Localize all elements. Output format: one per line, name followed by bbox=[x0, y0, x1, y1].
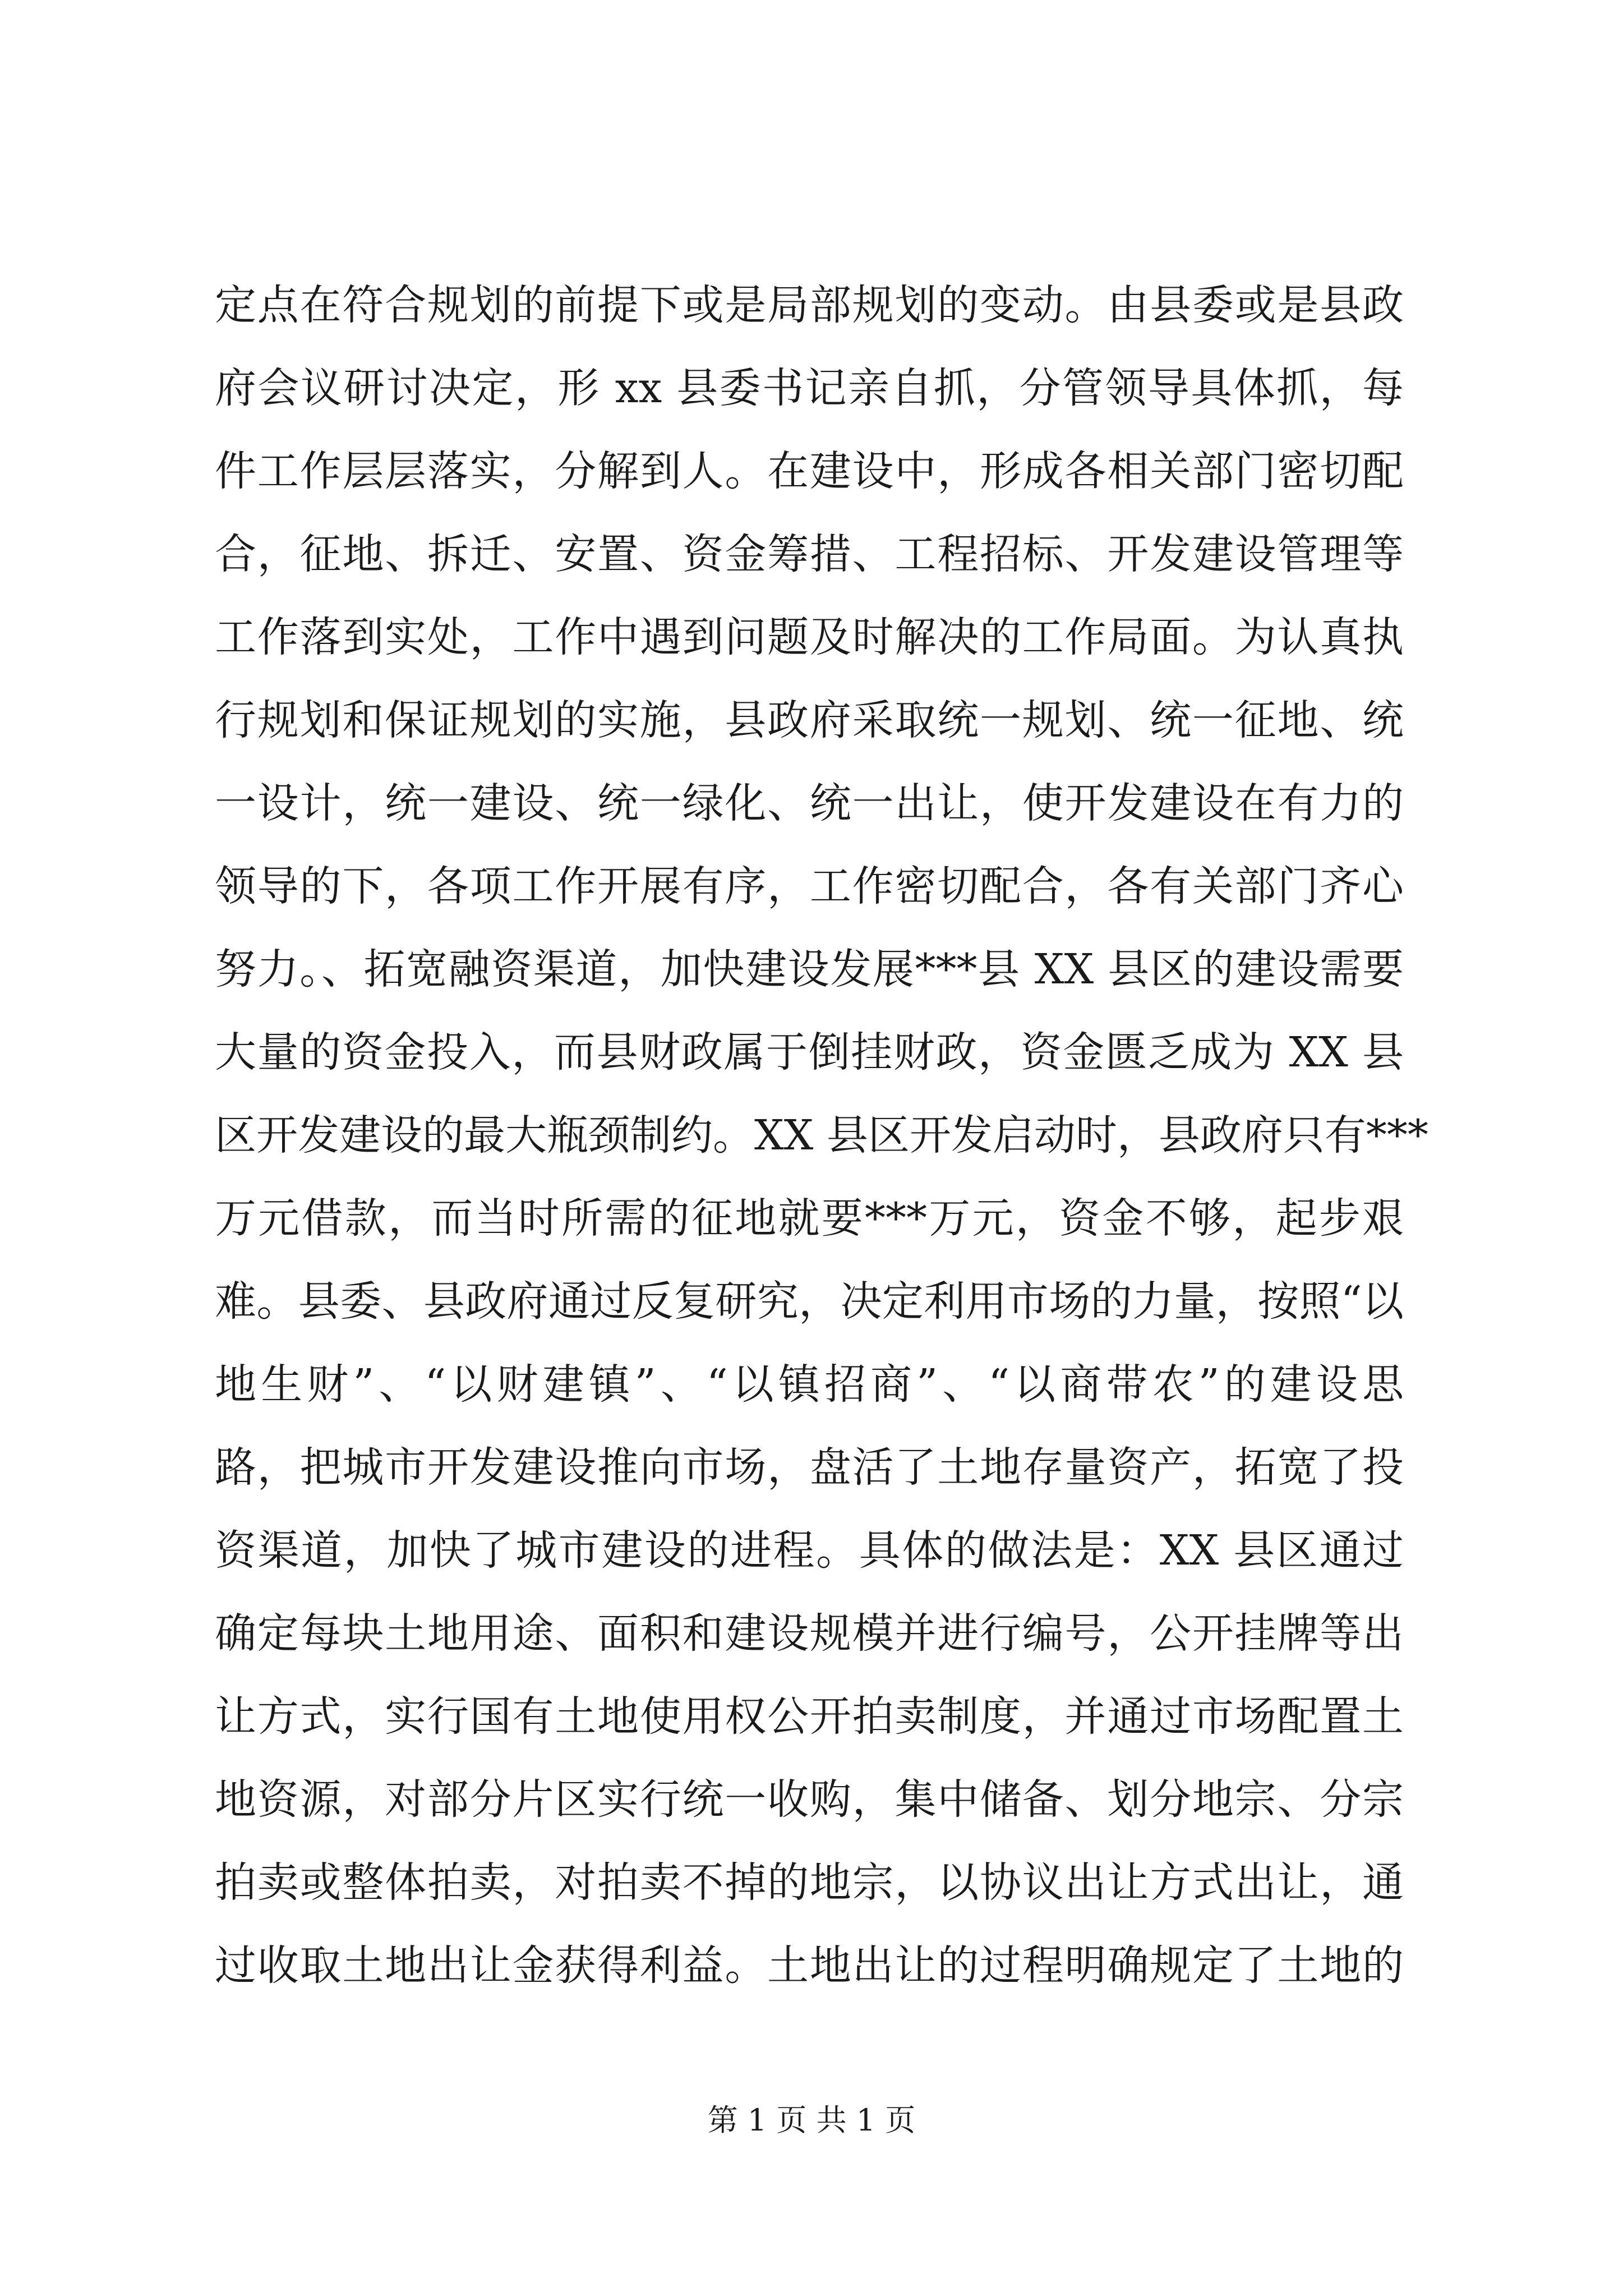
text-line: 领导的下，各项工作开展有序，工作密切配合，各有关部门齐心 bbox=[215, 862, 1404, 910]
text-line: 让方式，实行国有土地使用权公开拍卖制度，并通过市场配置土 bbox=[215, 1692, 1404, 1741]
text-line: 万元借款，而当时所需的征地就要***万元，资金不够，起步艰 bbox=[215, 1194, 1404, 1243]
text-line: 工作落到实处，工作中遇到问题及时解决的工作局面。为认真执 bbox=[215, 613, 1404, 661]
text-line: 行规划和保证规划的实施，县政府采取统一规划、统一征地、统 bbox=[215, 696, 1404, 744]
text-line: 合，征地、拆迁、安置、资金筹措、工程招标、开发建设管理等 bbox=[215, 530, 1404, 578]
text-line: 府会议研讨决定，形 xx 县委书记亲自抓，分管领导具体抓，每 bbox=[215, 364, 1404, 412]
text-line: 件工作层层落实，分解到人。在建设中，形成各相关部门密切配 bbox=[215, 447, 1404, 495]
text-line: 地生财”、“以财建镇”、“以镇招商”、“以商带农”的建设思 bbox=[215, 1360, 1404, 1409]
text-line: 过收取土地出让金获得利益。土地出让的过程明确规定了土地的 bbox=[215, 1941, 1404, 1990]
text-line: 区开发建设的最大瓶颈制约。XX 县区开发启动时，县政府只有*** bbox=[215, 1111, 1428, 1159]
text-line: 确定每块土地用途、面积和建设规模并进行编号，公开挂牌等出 bbox=[215, 1609, 1404, 1658]
page-footer: 第 1 页 共 1 页 bbox=[707, 2102, 916, 2138]
text-line: 地资源，对部分片区实行统一收购，集中储备、划分地宗、分宗 bbox=[215, 1775, 1404, 1824]
document-body bbox=[215, 264, 1428, 2007]
text-line: 资渠道，加快了城市建设的进程。具体的做法是：XX 县区通过 bbox=[215, 1526, 1404, 1575]
text-line: 大量的资金投入，而县财政属于倒挂财政，资金匮乏成为 XX 县 bbox=[215, 1028, 1404, 1076]
text-line: 定点在符合规划的前提下或是局部规划的变动。由县委或是县政 bbox=[215, 281, 1404, 329]
text-line: 路，把城市开发建设推向市场，盘活了土地存量资产，拓宽了投 bbox=[215, 1443, 1404, 1492]
text-line: 努力。、拓宽融资渠道，加快建设发展***县 XX 县区的建设需要 bbox=[215, 945, 1404, 993]
text-line: 一设计，统一建设、统一绿化、统一出让，使开发建设在有力的 bbox=[215, 779, 1404, 827]
text-line: 难。县委、县政府通过反复研究，决定利用市场的力量，按照“以 bbox=[215, 1277, 1404, 1326]
text-line: 拍卖或整体拍卖，对拍卖不掉的地宗，以协议出让方式出让，通 bbox=[215, 1858, 1404, 1907]
